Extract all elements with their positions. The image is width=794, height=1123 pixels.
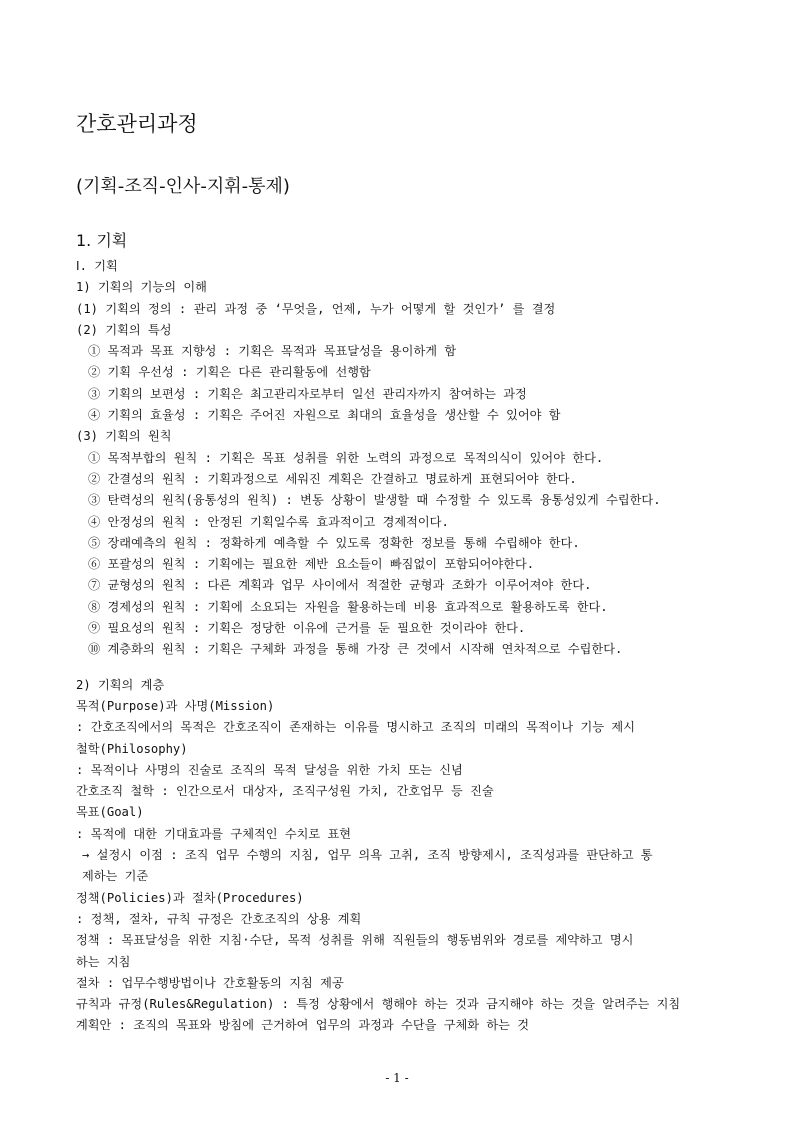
term-description: → 설정시 이점 : 조직 업무 수행의 지침, 업무 의욕 고취, 조직 방향제시, 조직성과를 판단하고 통 xyxy=(82,848,653,863)
term-description: : 정책, 절차, 규칙 규정은 간호조직의 상용 계획 xyxy=(76,911,362,926)
subsection-heading: Ⅰ. 기획 xyxy=(76,259,118,273)
list-item: ① 목적부합의 원칙 : 기획은 목표 성취를 위한 노력의 과정으로 목적의식이 있어야 한다. xyxy=(88,450,604,465)
list-item: ⑨ 필요성의 원칙 : 기획은 정당한 이유에 근거를 둔 필요한 것이라야 한다. xyxy=(88,621,526,636)
list-item: ④ 안정성의 원칙 : 안정된 기획일수록 효과적이고 경제적이다. xyxy=(88,514,449,529)
term-description: 간호조직 철학 : 인간으로서 대상자, 조직구성원 가치, 간호업무 등 진술 xyxy=(76,784,494,799)
section-heading: 1. 기획 xyxy=(76,231,128,250)
term-heading: 목적(Purpose)과 사명(Mission) xyxy=(76,698,275,713)
term-description: 계획안 : 조직의 목표와 방침에 근거하여 업무의 과정과 수단을 구체화 하는 것 xyxy=(76,1018,530,1033)
term-heading: 철학(Philosophy) xyxy=(76,741,188,756)
list-item: ② 간결성의 원칙 : 기획과정으로 세워진 계획은 간결하고 명료하게 표현되어야 한다. xyxy=(88,471,577,486)
list-heading: (2) 기획의 특성 xyxy=(76,322,172,337)
list-item: ⑧ 경제성의 원칙 : 기획에 소요되는 자원을 활용하는데 비용 효과적으로 활용하도록 한다. xyxy=(88,599,608,614)
topic-heading: 2) 기획의 계층 xyxy=(76,677,165,692)
document-body xyxy=(76,256,722,1037)
term-description: 제하는 기준 xyxy=(82,869,149,884)
list-item: ① 목적과 목표 지향성 : 기획은 목적과 목표달성을 용이하게 함 xyxy=(88,344,457,359)
definition-line: (1) 기획의 정의 : 관리 과정 중 ‘무엇을, 언제, 누가 어떻게 할 것인가’ 를 결정 xyxy=(76,301,556,316)
document-title: 간호관리과정 xyxy=(76,112,198,136)
topic-heading: 1) 기획의 기능의 이해 xyxy=(76,280,207,295)
term-description: 규칙과 규정(Rules&Regulation) : 특정 상황에서 행해야 하는 것과 금지해야 하는 것을 알려주는 지침 xyxy=(76,997,681,1012)
list-item: ⑥ 포괄성의 원칙 : 기획에는 필요한 제반 요소들이 빠짐없이 포함되어야한다. xyxy=(88,557,535,572)
term-description: 정책 : 목표달성을 위한 지침·수단, 목적 성취를 위해 직원들의 행동범위와 경로를 제약하고 명시 xyxy=(76,933,634,948)
term-heading: 정책(Policies)과 절차(Procedures) xyxy=(76,890,304,905)
list-item: ③ 기획의 보편성 : 기획은 최고관리자로부터 일선 관리자까지 참여하는 과정 xyxy=(88,386,527,401)
term-description: 절차 : 업무수행방법이나 간호활동의 지침 제공 xyxy=(76,975,344,990)
list-heading: (3) 기획의 원칙 xyxy=(76,429,172,444)
term-description: : 목적이나 사명의 진술로 조직의 목적 달성을 위한 가치 또는 신념 xyxy=(76,762,463,777)
paragraph-gap xyxy=(76,661,722,675)
term-heading: 목표(Goal) xyxy=(76,805,144,820)
page-number: - 1 - xyxy=(385,1071,409,1085)
term-description: 하는 지침 xyxy=(76,954,131,969)
term-description: : 목적에 대한 기대효과를 구체적인 수치로 표현 xyxy=(76,826,352,841)
list-item: ⑩ 계층화의 원칙 : 기획은 구체화 과정을 통해 가장 큰 것에서 시작해 연차적으로 수립한다. xyxy=(88,642,623,657)
list-item: ③ 탄력성의 원칙(융통성의 원칙) : 변동 상황이 발생할 때 수정할 수 있도록 융통성있게 수립한다. xyxy=(88,493,661,508)
document-subtitle: (기획-조직-인사-지휘-통제) xyxy=(76,176,290,197)
list-item: ④ 기획의 효율성 : 기획은 주어진 자원으로 최대의 효율성을 생산할 수 있어야 함 xyxy=(88,408,561,423)
term-description: : 간호조직에서의 목적은 간호조직이 존재하는 이유를 명시하고 조직의 미래의 목적이나 기능 제시 xyxy=(76,720,635,735)
list-item: ② 기획 우선성 : 기획은 다른 관리활동에 선행함 xyxy=(88,365,371,380)
list-item: ⑤ 장래예측의 원칙 : 정확하게 예측할 수 있도록 정확한 정보를 통해 수립해야 한다. xyxy=(88,535,580,550)
list-item: ⑦ 균형성의 원칙 : 다른 계획과 업무 사이에서 적절한 균형과 조화가 이루어져야 한다. xyxy=(88,578,592,593)
